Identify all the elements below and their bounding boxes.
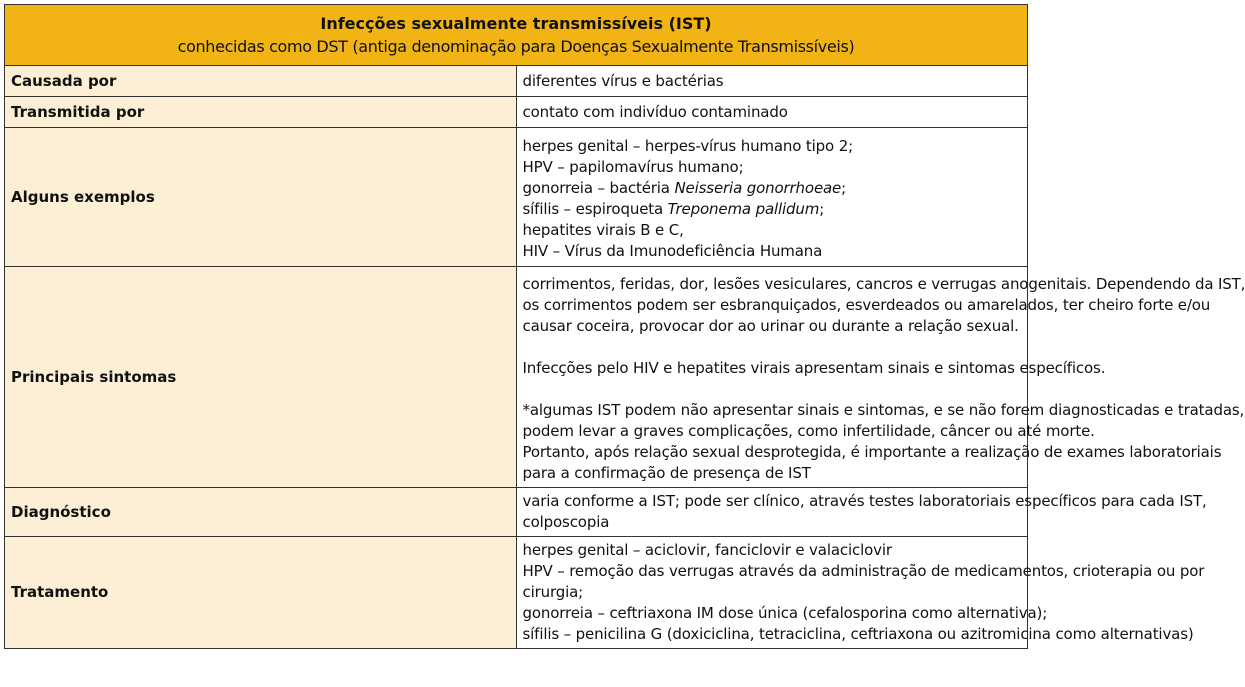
row-label-principais-sintomas: Principais sintomas xyxy=(5,267,517,488)
species-name: Neisseria gonorrhoeae xyxy=(674,179,842,197)
symptom-line: os corrimentos podem ser esbranquiçados, esverdeados ou amarelados, ter cheiro forte e/ou xyxy=(522,296,1211,314)
table-row xyxy=(5,537,1028,649)
table-title: Infecções sexualmente transmissíveis (IST) xyxy=(320,14,712,33)
table-row xyxy=(5,128,1028,267)
table-row xyxy=(5,97,1028,128)
diagnosis-line: colposcopia xyxy=(522,513,610,531)
treatment-line: gonorreia – ceftriaxona IM dose única (cefalosporina como alternativa); xyxy=(522,604,1048,622)
table-subtitle: conhecidas como DST (antiga denominação para Doenças Sexualmente Transmissíveis) xyxy=(177,37,855,56)
table-header xyxy=(5,5,1028,66)
row-label-alguns-exemplos: Alguns exemplos xyxy=(5,128,517,267)
symptom-line: causar coceira, provocar dor ao urinar ou durante a relação sexual. xyxy=(522,317,1019,335)
symptom-line: corrimentos, feridas, dor, lesões vesiculares, cancros e verrugas anogenitais. Dependendo da IST, xyxy=(522,275,1245,293)
row-label-tratamento: Tratamento xyxy=(5,537,517,649)
value-line: diferentes vírus e bactérias xyxy=(522,71,724,90)
row-value-transmitida-por xyxy=(516,97,1028,128)
row-label-causada-por: Causada por xyxy=(5,66,517,97)
table-header-row xyxy=(5,5,1028,66)
blank-line xyxy=(523,337,1022,358)
example-line: HPV – papilomavírus humano; xyxy=(522,158,744,176)
table-row xyxy=(5,488,1028,537)
symptom-line: podem levar a graves complicações, como infertilidade, câncer ou até morte. xyxy=(522,422,1095,440)
treatment-line: cirurgia; xyxy=(522,583,584,601)
example-line: hepatites virais B e C, xyxy=(522,221,684,239)
value-line: contato com indivíduo contaminado xyxy=(522,102,788,121)
symptom-line: *algumas IST podem não apresentar sinais e sintomas, e se não forem diagnosticadas e tratadas, xyxy=(522,401,1245,419)
example-line: sífilis – espiroqueta Treponema pallidum; xyxy=(522,200,825,218)
table-row xyxy=(5,267,1028,488)
example-line: HIV – Vírus da Imunodeficiência Humana xyxy=(522,242,823,260)
treatment-line: sífilis – penicilina G (doxiciclina, tetraciclina, ceftriaxona ou azitromicina como alternativas) xyxy=(522,625,1194,643)
example-line: gonorreia – bactéria Neisseria gonorrhoeae; xyxy=(522,179,847,197)
row-value-alguns-exemplos xyxy=(516,128,1028,267)
row-value-causada-por xyxy=(516,66,1028,97)
row-value-tratamento xyxy=(516,537,1205,649)
row-value-principais-sintomas xyxy=(516,267,1245,488)
symptom-line: Infecções pelo HIV e hepatites virais apresentam sinais e sintomas específicos. xyxy=(522,359,1106,377)
ist-table xyxy=(4,4,1245,649)
table-row xyxy=(5,66,1028,97)
example-line: herpes genital – herpes-vírus humano tipo 2; xyxy=(522,137,853,155)
symptom-line: Portanto, após relação sexual desprotegida, é importante a realização de exames laboratoriais xyxy=(522,443,1222,461)
treatment-line: HPV – remoção das verrugas através da administração de medicamentos, crioterapia ou por xyxy=(522,562,1205,580)
treatment-line: herpes genital – aciclovir, fanciclovir e valaciclovir xyxy=(522,541,892,559)
blank-line xyxy=(523,379,1022,400)
symptom-line: para a confirmação de presença de IST xyxy=(522,464,811,482)
diagnosis-line: varia conforme a IST; pode ser clínico, através testes laboratoriais específicos para cada IST, xyxy=(522,492,1207,510)
row-value-diagnostico xyxy=(516,488,1207,537)
row-label-diagnostico: Diagnóstico xyxy=(5,488,517,537)
row-label-transmitida-por: Transmitida por xyxy=(5,97,517,128)
species-name: Treponema pallidum xyxy=(667,200,820,218)
